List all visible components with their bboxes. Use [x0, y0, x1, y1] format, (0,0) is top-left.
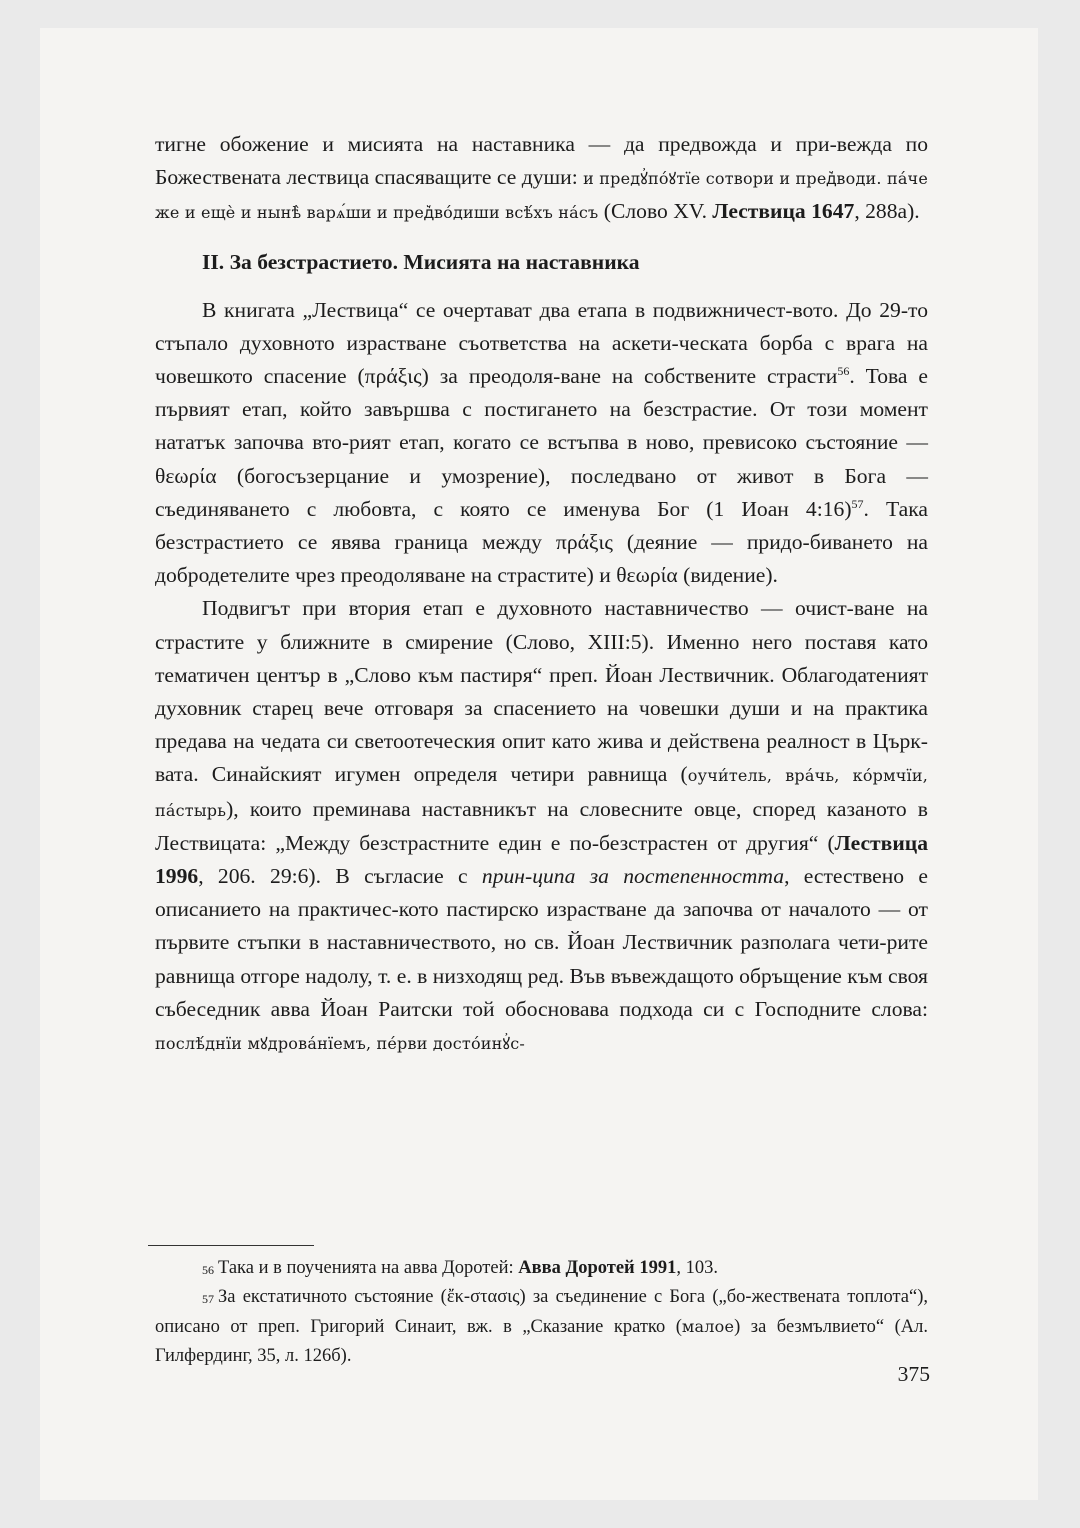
citation: Лествица 1647 — [712, 199, 855, 224]
paragraph-3: Подвигът при втория етап е духовното наставничество — очист-ване на страстите у ближните в смирение (Слово, XIII:5). Именно него поставя като тематичен център в „Слово към пастиря“ преп. Йоан Лествичник. Облагодатеният духовник старец вече отговаря за спасението на човешки души и на практика предава на чедата си светоотеческия опит като жива и действена реалност в Църк-вата. Синайският игумен определя четири равнища (оучи́тель, вра́чь, ко́рмчїи, па́стырь), които преминава наставникът на словесните овце, според казаното в Лествицата: „Между безстрастните един е по-безстрастен от другия“ (Лествица 1996, 206. 29:6). В съгласие с прин-ципа за постепенността, естествено е описанието на практичес-кото пастирско израстване да започва от началото — от първите стъпки в наставничеството, но св. Йоан Лествичник разполага чети-рите равнища отгоре надолу, т. е. в низходящ ред. Във въвеждащото обръщение към своя събеседник авва Йоан Раитски той обосновава подхода си с Господните слова: послѣ́днїи мꙋдрова́нїемъ, пе́рви досто́инꙋ҆с- — [155, 596, 928, 1054]
church-slavonic-quote: послѣ́днїи мꙋдрова́нїемъ, пе́рви досто́инꙋ҆с- — [155, 1034, 525, 1054]
church-slavonic-terms: оучи́тель, вра́чь, ко́рмчїи, па́стырь — [155, 766, 928, 820]
footnote-ref-56[interactable]: 56 — [837, 363, 850, 378]
citation: Лествица 1996 — [155, 830, 928, 889]
church-slavonic-quote: и предꙋ҆по́ꙋтїе сотвори и пред꙽води. па́че же и ещѐ и нынѣ̀ варѧ́ши и пред꙽во́диши всѣ́хъ на́съ — [155, 169, 929, 223]
emphasis: прин-ципа за постепенността — [481, 864, 785, 889]
page-number: 375 — [897, 1362, 930, 1386]
main-text — [155, 128, 928, 1060]
footnote-number: 56 — [202, 1263, 214, 1277]
footnote-separator — [148, 1245, 314, 1246]
footnote-ref-57[interactable]: 57 — [851, 496, 864, 511]
footnotes — [155, 1254, 928, 1371]
paragraph-1: тигне обожение и мисията на наставника — да предвожда и при-вежда по Божествената лествица спасяващите се души: и предꙋ҆по́ꙋтїе сотвори и пред꙽води. па́че же и ещѐ и нынѣ̀ варѧ́ши и пред꙽во́диши всѣ́хъ на́съ (Слово XV. Лествица 1647, 288а). — [155, 132, 929, 224]
paragraph-2: В книгата „Лествица“ се очертават два етапа в подвижничест-вото. До 29-то стъпало духовното израстване съответства на аскети-ческата борба с врага на човешкото спасение (πράξις) за преодоля-ване на собствените страсти$^{56}$. Това е първият етап, който завършва с постигането на безстрастие. От този момент нататък започва вто-рият етап, когато се встъпва в ново, превисоко състояние — θεωρία (богосъзерцание и умозрение), последвано от живот в Бога — съединяването с любовта, с която се именува Бог (1 Иоан 4:16)$^{57}$. Така безстрастието се явява граница между πράξις (деяние — придо-биването на добродетелите чрез преодоляване на страстите) и θεωρία (видение). — [155, 297, 929, 588]
footnote-57: $^{57}$ За екстатичното състояние (ἔκ-στασις) за съединение с Бога („бо-жествената топлота“), описано от преп. Григорий Синаит, вж. в „Сказание кратко (малое) за безмълвието“ (Ал. Гилфердинг, 35, л. 126б). — [155, 1287, 928, 1366]
footnote-56: $^{56}$ Така и в поученията на авва Доротей: Авва Доротей 1991, 103. — [202, 1258, 718, 1278]
section-heading: II. За безстрастието. Мисията на наставника — [202, 249, 640, 274]
footnote-number: 57 — [202, 1292, 214, 1306]
